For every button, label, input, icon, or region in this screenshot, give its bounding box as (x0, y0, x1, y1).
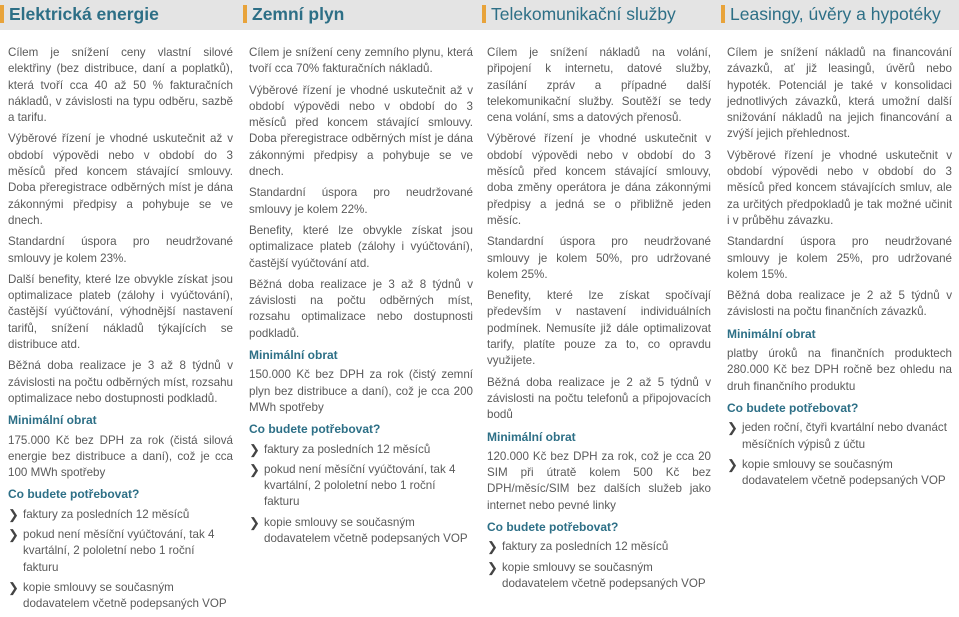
list-item (487, 560, 711, 593)
header-leasing (721, 3, 941, 25)
min-turnover-text: 150.000 Kč bez DPH za rok (čistý zemní plyn bez distribuce a daní), což je cca 200 MWh spotřeby (249, 368, 473, 414)
paragraph: Standardní úspora pro neudržované smlouvy je kolem 25%, pro udržované kolem 15%. (727, 235, 952, 281)
header-gas (243, 3, 344, 25)
requirements-list (727, 420, 952, 489)
requirements-list (487, 539, 711, 592)
paragraph: Výběrové řízení je vhodné uskutečnit až v období výpovědi nebo v období do 3 měsíců před koncem stávající smlouvy. Doba přeregistrace odběrných míst je dána zákonnými předpisy a pohybuje se ve dnech. (249, 83, 473, 179)
list-item (8, 580, 233, 613)
paragraph: Benefity, které lze obvykle získat jsou optimalizace plateb (zálohy i vyúčtování), častější vyúčtování atd. (249, 223, 473, 270)
min-turnover-heading: Minimální obrat (727, 326, 816, 341)
list-item (727, 457, 952, 490)
chevron-right-icon: ❯ (487, 559, 498, 575)
list-item-text: kopie smlouvy se současným dodavatelem včetně podepsaných VOP (502, 560, 706, 590)
chevron-right-icon: ❯ (727, 456, 738, 472)
chevron-right-icon: ❯ (8, 579, 19, 595)
header-marker (482, 5, 486, 23)
list-item-text: kopie smlouvy se současným dodavatelem včetně podepsaných VOP (264, 515, 468, 546)
requirements-list (249, 442, 473, 548)
paragraph: Běžná doba realizace je 3 až 8 týdnů v závislosti na počtu odběrných míst, rozsahu optimalizace nebo dostupnosti podkladů. (249, 277, 473, 340)
list-item-text: pokud není měsíční vyúčtování, tak 4 kvartální, 2 pololetní nebo 1 roční fakturu (264, 462, 456, 509)
min-turnover-text: platby úroků na finančních produktech 280.000 Kč bez DPH ročně bez ohledu na druh finančního produktu (727, 347, 952, 393)
paragraph: Výběrové řízení je vhodné uskutečnit až v období výpovědi nebo v období do 3 měsíců před koncem stávající smlouvy. Doba přeregistrace odběrných míst je dána zákonnými předpisy a pohybuje se ve dnech. (8, 132, 233, 227)
list-item (249, 442, 473, 458)
column-leasing (727, 45, 952, 493)
list-item (8, 527, 233, 576)
column-electricity (8, 45, 233, 617)
paragraph: Standardní úspora pro neudržované smlouvy je kolem 22%. (249, 186, 473, 216)
chevron-right-icon: ❯ (249, 514, 260, 530)
header-telecom (482, 3, 676, 25)
column-gas (249, 45, 473, 551)
list-item-text: faktury za posledních 12 měsíců (264, 442, 431, 456)
requirements-list (8, 507, 233, 613)
paragraph: Běžná doba realizace je 2 až 5 týdnů v závislosti na počtu telefonů a připojovacích bodů (487, 375, 711, 422)
min-turnover-heading: Minimální obrat (487, 429, 576, 444)
header-telecom-title: Telekomunikační služby (491, 3, 676, 24)
header-gas-title: Zemní plyn (252, 3, 345, 24)
header-leasing-title: Leasingy, úvěry a hypotéky (730, 3, 941, 24)
requirements-heading: Co budete potřebovat? (487, 520, 619, 535)
list-item-text: pokud není měsíční vyúčtování, tak 4 kvartální, 2 pololetní nebo 1 roční fakturu (23, 528, 215, 574)
min-turnover-text: 175.000 Kč bez DPH za rok (čistá silová energie bez distribuce a daní), což je cca 100 MWh spotřeby (8, 433, 233, 480)
list-item-text: kopie smlouvy se současným dodavatelem včetně podepsaných VOP (23, 580, 227, 611)
requirements-heading: Co budete potřebovat? (249, 422, 381, 437)
paragraph: Benefity, které lze získat spočívají především v nastavení individuálních podmínek. Nemusíte již dále optimalizovat tarify, platíte pouze za to, co opravdu využijete. (487, 289, 711, 368)
min-turnover-text: 120.000 Kč bez DPH za rok, což je cca 20 SIM při útratě kolem 500 Kč bez DPH/měsíc/SIM bez dalších služeb jako internet nebo pevné linky (487, 449, 711, 512)
requirements-heading: Co budete potřebovat? (727, 400, 859, 415)
paragraph: Cílem je snížení ceny vlastní silové elektřiny (bez distribuce, daní a poplatků), která tvoří cca 40 až 50 % fakturačních nákladů, v závislosti na typu odběru, sazbě a tarifu. (8, 46, 233, 125)
min-turnover-heading: Minimální obrat (249, 348, 338, 363)
chevron-right-icon: ❯ (8, 527, 19, 543)
chevron-right-icon: ❯ (727, 420, 738, 436)
list-item (249, 515, 473, 548)
list-item (487, 539, 711, 555)
paragraph: Výběrové řízení je vhodné uskutečnit v období výpovědi nebo v období do 3 měsíců před koncem stávajících smluv, ale za určitých předpokladů je tak možné učinit i v průběhu závazku. (727, 148, 952, 227)
paragraph: Standardní úspora pro neudržované smlouvy je kolem 23%. (8, 235, 233, 265)
chevron-right-icon: ❯ (249, 441, 260, 457)
paragraph: Cílem je snížení nákladů na financování závazků, ať již leasingů, úvěrů nebo hypoték. Potenciál je také v konsolidaci jednotlivých závazků, která umožní další snižování nákladů na jejich financování a zvýší jejich přehlednost. (727, 46, 952, 141)
paragraph: Cílem je snížení nákladů na volání, připojení k internetu, datové služby, zasílání zpráv a případné další telekomunikační služby. Soutěží se tedy cena volání, sms a datových přenosů. (487, 46, 711, 125)
list-item-text: kopie smlouvy se současným dodavatelem včetně podepsaných VOP (742, 457, 946, 488)
paragraph: Běžná doba realizace je 2 až 5 týdnů v závislosti na počtu finančních závazků. (727, 289, 952, 319)
min-turnover-heading: Minimální obrat (8, 413, 97, 428)
list-item-text: faktury za posledních 12 měsíců (23, 507, 190, 521)
chevron-right-icon: ❯ (249, 461, 260, 477)
paragraph: Standardní úspora pro neudržované smlouvy je kolem 50%, pro udržované kolem 25%. (487, 235, 711, 281)
paragraph: Cílem je snížení ceny zemního plynu, která tvoří cca 70% fakturačních nákladů. (249, 46, 473, 76)
list-item-text: jeden roční, čtyři kvartální nebo dvanáct měsíčních výpisů z účtu (742, 421, 947, 451)
list-item (727, 420, 952, 453)
header-marker (0, 5, 4, 23)
header-electricity-title: Elektrická energie (9, 3, 159, 24)
chevron-right-icon: ❯ (487, 539, 498, 555)
chevron-right-icon: ❯ (8, 506, 19, 522)
list-item-text: faktury za posledních 12 měsíců (502, 540, 669, 554)
list-item (249, 462, 473, 511)
list-item (8, 507, 233, 523)
header-marker (721, 5, 725, 23)
header-electricity (0, 3, 159, 25)
column-telecom (487, 45, 711, 596)
paragraph: Výběrové řízení je vhodné uskutečnit v období výpovědi nebo v období do 3 měsíců před koncem stávající smlouvy, doba změny operátora je dána zákonnými předpisy a jedná se o přibližně jeden měsíc. (487, 132, 711, 227)
paragraph: Další benefity, které lze obvykle získat jsou optimalizace plateb (zálohy i vyúčtování), častější vyúčtování, výhodnější nastavení tarifů, snížení nákladů týkajících se distribuce atd. (8, 272, 233, 352)
paragraph: Běžná doba realizace je 3 až 8 týdnů v závislosti na počtu odběrných míst, rozsahu optimalizace nebo dostupnosti podkladů. (8, 359, 233, 405)
header-marker (243, 5, 247, 23)
requirements-heading: Co budete potřebovat? (8, 487, 140, 502)
